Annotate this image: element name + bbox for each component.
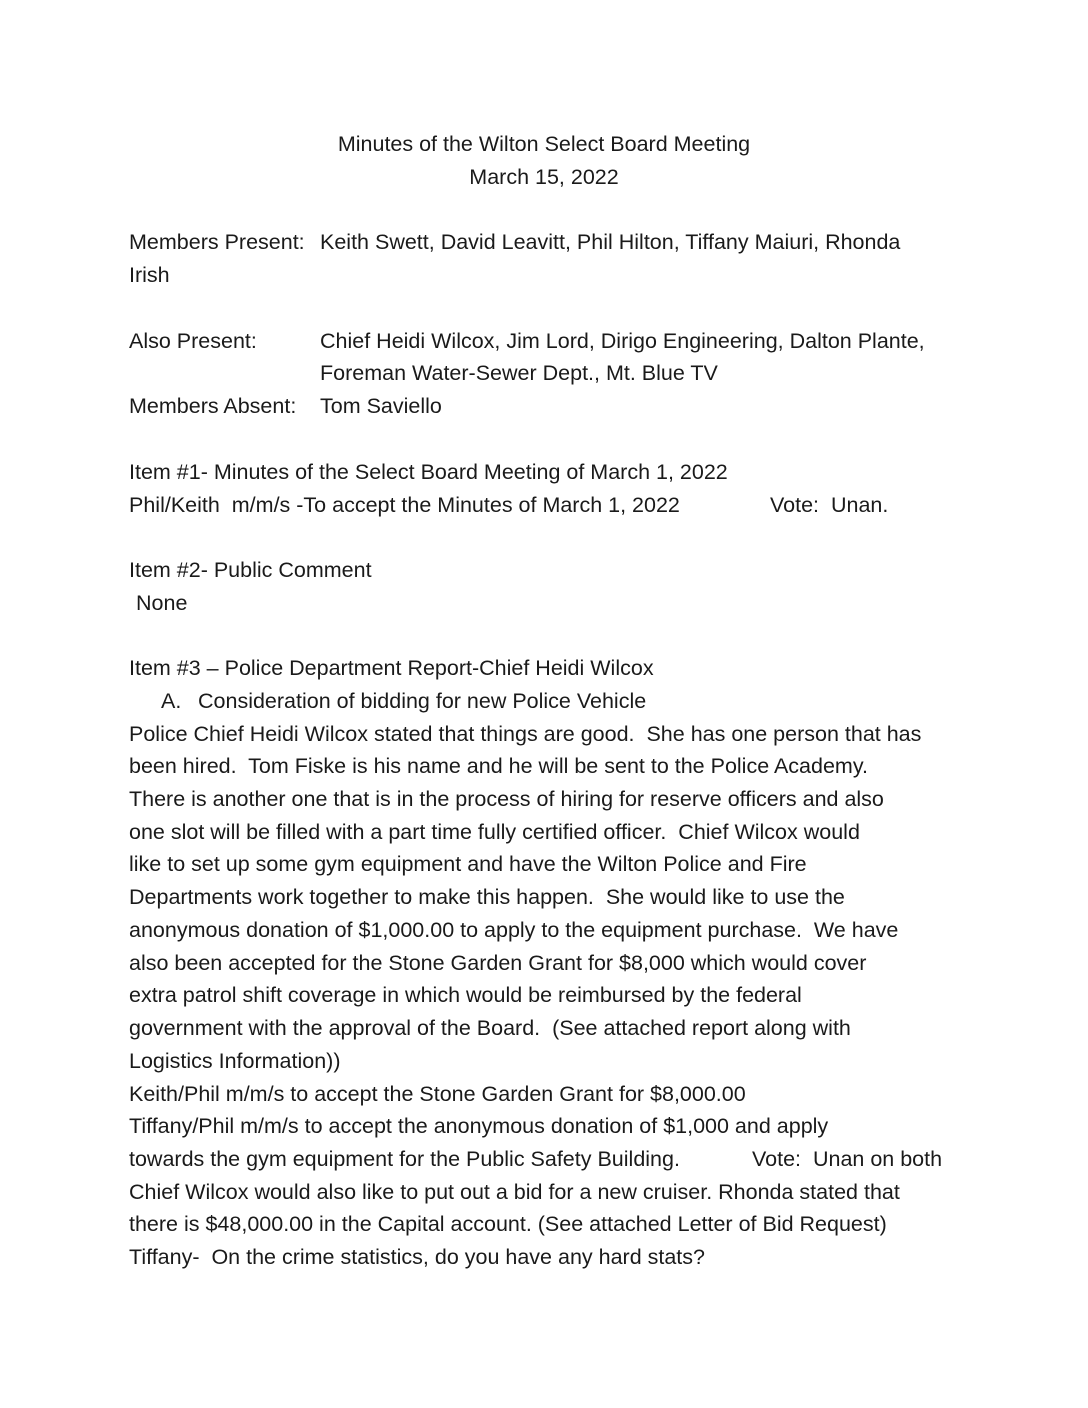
- motion-donation-continued: towards the gym equipment for the Public Safety Building.: [129, 1147, 680, 1171]
- item1-heading: Item #1- Minutes of the Select Board Meeting of March 1, 2022: [129, 460, 728, 484]
- motion-grant: Keith/Phil m/m/s to accept the Stone Garden Grant for $8,000.00: [129, 1082, 746, 1106]
- item3-heading: Item #3 – Police Department Report-Chief Heidi Wilcox: [129, 656, 654, 680]
- paragraph-line: Logistics Information)): [129, 1049, 341, 1073]
- paragraph-line: been hired. Tom Fiske is his name and he will be sent to the Police Academy.: [129, 754, 868, 778]
- document-title: Minutes of the Wilton Select Board Meeting: [337, 132, 751, 156]
- paragraph-line: one slot will be filled with a part time fully certified officer. Chief Wilcox would: [129, 820, 860, 844]
- also-present-names: Chief Heidi Wilcox, Jim Lord, Dirigo Engineering, Dalton Plante,: [320, 329, 925, 353]
- members-absent-label: Members Absent:: [129, 394, 297, 418]
- item2-body: None: [136, 591, 188, 615]
- members-absent-names: Tom Saviello: [320, 394, 442, 418]
- paragraph-line: extra patrol shift coverage in which would be reimbursed by the federal: [129, 983, 802, 1007]
- members-present-names-continued: Irish: [129, 263, 170, 287]
- paragraph-line: anonymous donation of $1,000.00 to apply to the equipment purchase. We have: [129, 918, 899, 942]
- paragraph-line: Departments work together to make this happen. She would like to use the: [129, 885, 845, 909]
- paragraph-line: government with the approval of the Board. (See attached report along with: [129, 1016, 851, 1040]
- item2-heading: Item #2- Public Comment: [129, 558, 372, 582]
- also-present-label: Also Present:: [129, 329, 257, 353]
- meeting-date: March 15, 2022: [469, 165, 619, 189]
- cruiser-line: Chief Wilcox would also like to put out a bid for a new cruiser. Rhonda stated that: [129, 1180, 900, 1204]
- paragraph-line: Police Chief Heidi Wilcox stated that things are good. She has one person that has: [129, 722, 922, 746]
- members-present-names: Keith Swett, David Leavitt, Phil Hilton, Tiffany Maiuri, Rhonda: [320, 230, 901, 254]
- motion-donation-vote: Vote: Unan on both: [752, 1147, 943, 1171]
- item3-sub-letter: A.: [161, 689, 182, 713]
- motion-donation: Tiffany/Phil m/m/s to accept the anonymous donation of $1,000 and apply: [129, 1114, 829, 1138]
- item1-vote: Vote: Unan.: [770, 493, 889, 517]
- tiffany-question: Tiffany- On the crime statistics, do you have any hard stats?: [129, 1245, 705, 1269]
- paragraph-line: like to set up some gym equipment and have the Wilton Police and Fire: [129, 852, 807, 876]
- paragraph-line: also been accepted for the Stone Garden Grant for $8,000 which would cover: [129, 951, 867, 975]
- cruiser-line: there is $48,000.00 in the Capital account. (See attached Letter of Bid Request): [129, 1212, 887, 1236]
- item1-motion: Phil/Keith m/m/s -To accept the Minutes of March 1, 2022: [129, 493, 680, 517]
- item3-sub-text: Consideration of bidding for new Police Vehicle: [198, 689, 647, 713]
- paragraph-line: There is another one that is in the process of hiring for reserve officers and also: [129, 787, 884, 811]
- also-present-names-continued: Foreman Water-Sewer Dept., Mt. Blue TV: [320, 361, 718, 385]
- members-present-label: Members Present:: [129, 230, 305, 254]
